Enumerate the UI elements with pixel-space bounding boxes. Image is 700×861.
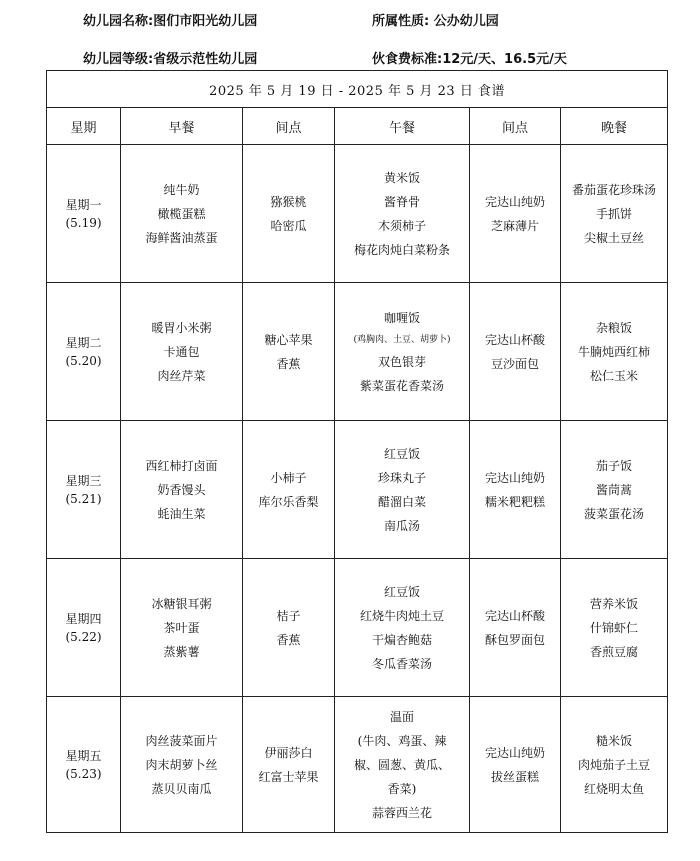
morning-snack-item: 猕猴桃: [270, 194, 307, 209]
morning-snack-item: 糖心苹果: [264, 332, 313, 347]
weekday-label: 星期三: [65, 473, 102, 488]
table-row: [47, 697, 668, 833]
lunch-item: 醋溜白菜: [377, 494, 426, 509]
breakfast-item: 卡通包: [163, 344, 200, 359]
morning-snack-item: 哈密瓜: [270, 218, 307, 233]
dinner-item: 牛腩炖西红柿: [578, 344, 651, 359]
breakfast-item: 纯牛奶: [163, 182, 200, 197]
dinner-item: 茄子饭: [596, 458, 633, 473]
day-cell: [47, 697, 121, 833]
breakfast-item: 奶香馒头: [157, 482, 206, 497]
dinner-item: 营养米饭: [590, 596, 639, 611]
lunch-item: 双色银芽: [377, 354, 426, 369]
weekday-label: 星期一: [65, 197, 102, 212]
dinner-item: 菠菜蛋花汤: [584, 506, 645, 521]
morning-snack-item: 桔子: [276, 608, 301, 623]
breakfast-item: 蒸紫薯: [163, 644, 200, 659]
table-row: [47, 559, 668, 697]
date-label: (5.20): [65, 353, 102, 368]
morning-snack-item: 香蕉: [276, 632, 301, 647]
dinner-cell: [561, 697, 668, 833]
breakfast-item: 茶叶蛋: [163, 620, 200, 635]
afternoon-snack-item: 完达山纯奶: [484, 745, 545, 760]
column-header-day: 星期: [47, 108, 121, 145]
lunch-item: 木须柿子: [377, 218, 426, 233]
dinner-cell: [561, 145, 668, 283]
afternoon-snack-item: 拔丝蛋糕: [490, 769, 539, 784]
afternoon-snack-cell: [470, 559, 561, 697]
dinner-item: 肉炖茄子土豆: [578, 757, 651, 772]
afternoon-snack-cell: [470, 421, 561, 559]
lunch-cell: [335, 283, 470, 421]
morning-snack-item: 小柿子: [270, 470, 307, 485]
lunch-item: 干煸杏鲍菇: [371, 632, 432, 647]
lunch-item: 红豆饭: [383, 446, 420, 461]
column-header-lunch: 午餐: [335, 108, 470, 145]
dinner-item: 什锦虾仁: [590, 620, 639, 635]
weekday-label: 星期五: [65, 748, 102, 763]
dinner-item: 酱茼蒿: [596, 482, 633, 497]
header-row-1: [0, 4, 700, 34]
morning-snack-item: 伊丽莎白: [264, 745, 313, 760]
column-header-dinner: 晚餐: [561, 108, 668, 145]
afternoon-snack-item: 完达山纯奶: [484, 470, 545, 485]
lunch-item: 红豆饭: [383, 584, 420, 599]
breakfast-item: 西红柿打卤面: [145, 458, 218, 473]
lunch-cell: [335, 559, 470, 697]
breakfast-cell: [121, 559, 243, 697]
menu-title: 2025 年 5 月 19 日 - 2025 年 5 月 23 日 食谱: [47, 71, 668, 108]
weekday-label: 星期四: [65, 611, 102, 626]
afternoon-snack-cell: [470, 145, 561, 283]
lunch-item: 冬瓜香菜汤: [371, 656, 432, 671]
dinner-item: 香煎豆腐: [590, 644, 639, 659]
column-header-morning-snack: 间点: [243, 108, 335, 145]
dinner-cell: [561, 283, 668, 421]
day-cell: [47, 283, 121, 421]
lunch-cell: [335, 145, 470, 283]
dinner-item: 松仁玉米: [590, 368, 639, 383]
weekday-label: 星期二: [65, 335, 102, 350]
dinner-item: 尖椒土豆丝: [584, 230, 645, 245]
meal-fee-standard: 伙食费标准:12元/天、16.5元/天: [372, 52, 567, 67]
dinner-cell: [561, 559, 668, 697]
afternoon-snack-item: 完达山杯酸: [484, 608, 545, 623]
column-header-afternoon-snack: 间点: [470, 108, 561, 145]
weekly-menu-table: [46, 70, 668, 833]
dinner-cell: [561, 421, 668, 559]
lunch-item: 紫菜蛋花香菜汤: [359, 378, 444, 393]
breakfast-item: 暖胃小米粥: [151, 320, 212, 335]
dinner-item: 糙米饭: [596, 733, 633, 748]
morning-snack-item: 库尔乐香梨: [258, 494, 319, 509]
breakfast-item: 橄榄蛋糕: [157, 206, 206, 221]
date-label: (5.21): [65, 491, 102, 506]
morning-snack-cell: [243, 283, 335, 421]
morning-snack-cell: [243, 559, 335, 697]
afternoon-snack-item: 完达山纯奶: [484, 194, 545, 209]
breakfast-item: 海鲜酱油蒸蛋: [145, 230, 218, 245]
date-label: (5.19): [65, 215, 102, 230]
breakfast-cell: [121, 421, 243, 559]
breakfast-item: 肉丝芹菜: [157, 368, 206, 383]
dinner-item: 手抓饼: [596, 206, 633, 221]
kindergarten-name: 幼儿园名称:图们市阳光幼儿园: [83, 14, 258, 29]
breakfast-item: 肉丝菠菜面片: [145, 733, 218, 748]
table-row: [47, 283, 668, 421]
lunch-item: (牛肉、鸡蛋、辣: [357, 733, 447, 748]
lunch-item: 椒、圆葱、黄瓜、: [353, 757, 450, 772]
afternoon-snack-cell: [470, 697, 561, 833]
date-label: (5.23): [65, 766, 102, 781]
morning-snack-cell: [243, 421, 335, 559]
afternoon-snack-item: 豆沙面包: [490, 356, 539, 371]
lunch-item: 红烧牛肉炖土豆: [359, 608, 444, 623]
afternoon-snack-item: 酥包罗面包: [484, 632, 545, 647]
dinner-item: 杂粮饭: [596, 320, 633, 335]
lunch-item: 香菜): [387, 781, 417, 796]
lunch-item: 黄米饭: [383, 170, 420, 185]
breakfast-cell: [121, 283, 243, 421]
morning-snack-item: 红富士苹果: [258, 769, 319, 784]
day-cell: [47, 559, 121, 697]
afternoon-snack-item: 糯米粑粑糕: [484, 494, 545, 509]
column-header-breakfast: 早餐: [121, 108, 243, 145]
kindergarten-level: 幼儿园等级:省级示范性幼儿园: [83, 52, 258, 67]
breakfast-cell: [121, 697, 243, 833]
table-row: [47, 145, 668, 283]
morning-snack-cell: [243, 145, 335, 283]
lunch-item: 珍珠丸子: [377, 470, 426, 485]
lunch-cell: [335, 697, 470, 833]
afternoon-snack-cell: [470, 283, 561, 421]
date-label: (5.22): [65, 629, 102, 644]
kindergarten-nature: 所属性质: 公办幼儿园: [372, 14, 499, 29]
dinner-item: 番茄蛋花珍珠汤: [572, 182, 657, 197]
breakfast-item: 蒸贝贝南瓜: [151, 781, 212, 796]
lunch-item: 南瓜汤: [383, 518, 420, 533]
day-cell: [47, 421, 121, 559]
lunch-item: 咖喱饭: [383, 310, 420, 325]
lunch-item: 酱脊骨: [383, 194, 420, 209]
morning-snack-cell: [243, 697, 335, 833]
morning-snack-item: 香蕉: [276, 356, 301, 371]
table-row: [47, 421, 668, 559]
lunch-cell: [335, 421, 470, 559]
column-header-row: [47, 108, 668, 145]
breakfast-item: 肉末胡萝卜丝: [145, 757, 218, 772]
day-cell: [47, 145, 121, 283]
breakfast-cell: [121, 145, 243, 283]
header-row-2: [0, 42, 700, 72]
lunch-item: 温面: [389, 709, 414, 724]
afternoon-snack-item: 芝麻薄片: [490, 218, 539, 233]
lunch-item: 梅花肉炖白菜粉条: [353, 242, 450, 257]
lunch-item: 蒜蓉西兰花: [371, 805, 432, 820]
lunch-item: (鸡胸肉、土豆、胡萝卜): [353, 334, 451, 345]
afternoon-snack-item: 完达山杯酸: [484, 332, 545, 347]
breakfast-item: 冰糖银耳粥: [151, 596, 212, 611]
dinner-item: 红烧明太鱼: [584, 781, 645, 796]
breakfast-item: 蚝油生菜: [157, 506, 206, 521]
